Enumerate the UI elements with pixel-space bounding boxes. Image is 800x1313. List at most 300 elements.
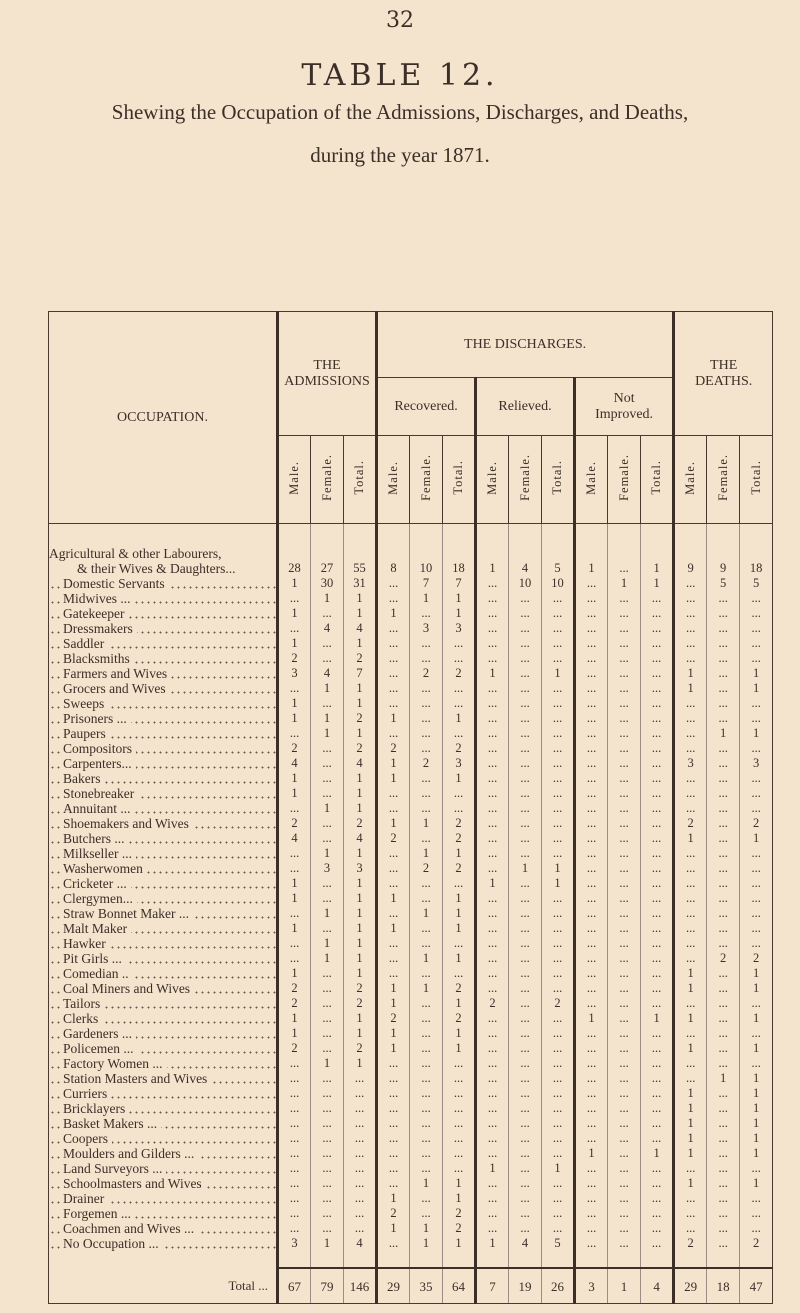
cell-value: 1 xyxy=(740,1071,773,1086)
cell-value: ... xyxy=(542,1116,575,1131)
cell-value: ... xyxy=(641,996,674,1011)
cell-value: ... xyxy=(674,891,707,906)
cell-value: ... xyxy=(740,636,773,651)
cell-value: ... xyxy=(575,876,608,891)
cell-value: ... xyxy=(410,831,443,846)
header-female-label: Female. xyxy=(616,454,631,501)
cell-value: 18 xyxy=(443,540,476,576)
cell-value: 1 xyxy=(311,726,344,741)
cell-value: ... xyxy=(575,1236,608,1251)
cell-value: ... xyxy=(377,1086,410,1101)
cell-value: 1 xyxy=(377,756,410,771)
cell-value: ... xyxy=(608,771,641,786)
cell-value: 30 xyxy=(311,576,344,591)
occupation-label-text: Forgemen ... xyxy=(63,1206,135,1221)
cell-value: ... xyxy=(476,1026,509,1041)
header-not-improved-line1: Not xyxy=(613,390,635,406)
cell-value: ... xyxy=(410,966,443,981)
cell-value: ... xyxy=(542,801,575,816)
cell-value: ... xyxy=(476,1101,509,1116)
header-female xyxy=(707,436,740,524)
header-total-label: Total. xyxy=(748,460,763,495)
cell-value: 1 xyxy=(443,1041,476,1056)
cell-value: ... xyxy=(641,636,674,651)
cell-value: ... xyxy=(377,651,410,666)
cell-value: 1 xyxy=(740,1116,773,1131)
occupation-label-text: Policemen ... xyxy=(63,1041,138,1056)
occupation-label-text: Curriers xyxy=(63,1086,111,1101)
header-admissions-label: ADMISSIONS xyxy=(284,373,370,389)
cell-value: 1 xyxy=(410,951,443,966)
cell-value: ... xyxy=(608,1146,641,1161)
cell-value: ... xyxy=(608,936,641,951)
header-male-label: Male. xyxy=(386,460,401,495)
cell-value: 1 xyxy=(443,906,476,921)
table-row xyxy=(49,966,773,981)
cell-value: 1 xyxy=(740,831,773,846)
cell-value: ... xyxy=(377,1056,410,1071)
occupation-label xyxy=(49,636,278,651)
cell-value: ... xyxy=(674,711,707,726)
cell-value: ... xyxy=(575,741,608,756)
occupation-label xyxy=(49,996,278,1011)
cell-value: 4 xyxy=(344,831,377,846)
cell-value: ... xyxy=(443,681,476,696)
cell-value: ... xyxy=(740,996,773,1011)
cell-value: 1 xyxy=(443,711,476,726)
cell-value: 1 xyxy=(278,786,311,801)
cell-value: ... xyxy=(674,636,707,651)
cell-value: ... xyxy=(608,921,641,936)
cell-value: ... xyxy=(542,1086,575,1101)
cell-value: 1 xyxy=(608,1268,641,1304)
cell-value: 1 xyxy=(740,1041,773,1056)
occupation-label-line2: & their Wives & Daughters... xyxy=(77,561,236,576)
cell-value: ... xyxy=(707,861,740,876)
cell-value: ... xyxy=(575,846,608,861)
cell-value: 1 xyxy=(377,921,410,936)
cell-value: ... xyxy=(608,966,641,981)
cell-value: ... xyxy=(575,1221,608,1236)
cell-value: ... xyxy=(575,906,608,921)
cell-value: ... xyxy=(509,1131,542,1146)
cell-value: 4 xyxy=(278,756,311,771)
table-row xyxy=(49,726,773,741)
spacer-cell xyxy=(278,1251,311,1268)
cell-value: ... xyxy=(641,786,674,801)
occupation-label-text: Sweeps xyxy=(63,696,108,711)
cell-value: ... xyxy=(377,636,410,651)
cell-value: ... xyxy=(707,1056,740,1071)
occupation-label xyxy=(49,1116,278,1131)
occupation-label-text: Moulders and Gilders ... xyxy=(63,1146,198,1161)
header-female-label: Female. xyxy=(517,454,532,501)
cell-value: ... xyxy=(674,906,707,921)
header-male xyxy=(476,436,509,524)
cell-value: ... xyxy=(575,696,608,711)
cell-value: 47 xyxy=(740,1268,773,1304)
spacer-cell xyxy=(707,1251,740,1268)
table-row xyxy=(49,1131,773,1146)
cell-value: ... xyxy=(476,1191,509,1206)
cell-value: 5 xyxy=(542,540,575,576)
cell-value: 4 xyxy=(344,621,377,636)
header-recovered: Recovered. xyxy=(377,378,476,436)
cell-value: ... xyxy=(311,606,344,621)
cell-value: ... xyxy=(575,1041,608,1056)
table-row xyxy=(49,1041,773,1056)
cell-value: ... xyxy=(377,801,410,816)
occupation-label-text: Midwives ... xyxy=(63,591,135,606)
cell-value: 2 xyxy=(740,1236,773,1251)
cell-value: ... xyxy=(542,816,575,831)
cell-value: ... xyxy=(443,1056,476,1071)
cell-value: ... xyxy=(344,1161,377,1176)
occupation-label-text: Tailors xyxy=(63,996,104,1011)
cell-value: ... xyxy=(476,816,509,831)
cell-value: ... xyxy=(410,1161,443,1176)
occupation-label xyxy=(49,831,278,846)
cell-value: ... xyxy=(344,1206,377,1221)
cell-value: ... xyxy=(641,1041,674,1056)
header-male-label: Male. xyxy=(485,460,500,495)
occupation-label xyxy=(49,1041,278,1056)
cell-value: 1 xyxy=(707,726,740,741)
cell-value: 1 xyxy=(344,951,377,966)
cell-value: ... xyxy=(575,981,608,996)
table-row xyxy=(49,1206,773,1221)
cell-value: ... xyxy=(476,1071,509,1086)
cell-value: ... xyxy=(344,1191,377,1206)
cell-value: ... xyxy=(410,786,443,801)
cell-value: ... xyxy=(509,1191,542,1206)
cell-value: ... xyxy=(641,1236,674,1251)
cell-value: ... xyxy=(608,636,641,651)
cell-value: ... xyxy=(608,1071,641,1086)
cell-value: 1 xyxy=(674,1146,707,1161)
cell-value: ... xyxy=(443,1101,476,1116)
cell-value: ... xyxy=(377,951,410,966)
cell-value: 2 xyxy=(344,651,377,666)
cell-value: 1 xyxy=(311,906,344,921)
cell-value: ... xyxy=(278,1161,311,1176)
occupation-label xyxy=(49,1236,278,1251)
cell-value: 1 xyxy=(344,1026,377,1041)
spacer-cell xyxy=(575,524,608,541)
cell-value: 7 xyxy=(476,1268,509,1304)
cell-value: ... xyxy=(443,936,476,951)
cell-value: ... xyxy=(509,651,542,666)
cell-value: 2 xyxy=(278,651,311,666)
cell-value: ... xyxy=(311,1071,344,1086)
cell-value: ... xyxy=(476,1146,509,1161)
cell-value: ... xyxy=(278,1101,311,1116)
cell-value: ... xyxy=(608,1116,641,1131)
cell-value: ... xyxy=(377,1131,410,1146)
cell-value: ... xyxy=(707,696,740,711)
cell-value: ... xyxy=(575,621,608,636)
cell-value: 29 xyxy=(377,1268,410,1304)
occupation-label xyxy=(49,906,278,921)
cell-value: ... xyxy=(542,831,575,846)
cell-value: 1 xyxy=(410,1221,443,1236)
header-deaths-the: THE xyxy=(710,357,738,373)
cell-value: ... xyxy=(476,621,509,636)
spacer-cell xyxy=(509,524,542,541)
cell-value: ... xyxy=(707,1086,740,1101)
cell-value: ... xyxy=(278,1221,311,1236)
header-not-improved-line2: Improved. xyxy=(595,406,654,422)
spacer-cell xyxy=(278,524,311,541)
table-row xyxy=(49,981,773,996)
cell-value: ... xyxy=(641,651,674,666)
occupation-label xyxy=(49,726,278,741)
cell-value: ... xyxy=(674,741,707,756)
spacer-cell xyxy=(740,1251,773,1268)
cell-value: ... xyxy=(740,1056,773,1071)
cell-value: ... xyxy=(641,771,674,786)
cell-value: ... xyxy=(740,921,773,936)
cell-value: 3 xyxy=(575,1268,608,1304)
cell-value: 1 xyxy=(410,846,443,861)
cell-value: ... xyxy=(641,1116,674,1131)
cell-value: ... xyxy=(344,1131,377,1146)
cell-value: ... xyxy=(311,1176,344,1191)
cell-value: ... xyxy=(608,1011,641,1026)
cell-value: 1 xyxy=(641,540,674,576)
header-admissions xyxy=(278,312,377,436)
cell-value: ... xyxy=(608,996,641,1011)
cell-value: 2 xyxy=(740,816,773,831)
occupation-label-text: Basket Makers ... xyxy=(63,1116,161,1131)
cell-value: ... xyxy=(674,936,707,951)
cell-value: 3 xyxy=(410,621,443,636)
cell-value: ... xyxy=(509,1041,542,1056)
table-row xyxy=(49,1056,773,1071)
cell-value: 2 xyxy=(278,816,311,831)
cell-value: ... xyxy=(608,606,641,621)
table-row xyxy=(49,996,773,1011)
cell-value: 1 xyxy=(278,636,311,651)
cell-value: ... xyxy=(311,1146,344,1161)
cell-value: ... xyxy=(443,651,476,666)
cell-value: 1 xyxy=(377,816,410,831)
cell-value: ... xyxy=(377,861,410,876)
cell-value: ... xyxy=(608,876,641,891)
header-male-label: Male. xyxy=(584,460,599,495)
cell-value: ... xyxy=(575,771,608,786)
cell-value: ... xyxy=(542,1026,575,1041)
header-total-label: Total. xyxy=(451,460,466,495)
cell-value: ... xyxy=(575,756,608,771)
cell-value: 1 xyxy=(278,921,311,936)
cell-value: ... xyxy=(575,861,608,876)
cell-value: ... xyxy=(608,1236,641,1251)
occupation-label xyxy=(49,846,278,861)
cell-value: 9 xyxy=(707,540,740,576)
cell-value: 2 xyxy=(542,996,575,1011)
cell-value: 79 xyxy=(311,1268,344,1304)
occupation-label xyxy=(49,1176,278,1191)
cell-value: 1 xyxy=(377,771,410,786)
occupation-label xyxy=(49,876,278,891)
occupation-label xyxy=(49,861,278,876)
table-row xyxy=(49,540,773,576)
cell-value: ... xyxy=(377,1161,410,1176)
cell-value: ... xyxy=(641,1176,674,1191)
cell-value: ... xyxy=(608,1101,641,1116)
table-row xyxy=(49,801,773,816)
cell-value: ... xyxy=(641,876,674,891)
cell-value: ... xyxy=(443,726,476,741)
table-row xyxy=(49,621,773,636)
table-row xyxy=(49,756,773,771)
cell-value: ... xyxy=(278,1116,311,1131)
cell-value: ... xyxy=(575,996,608,1011)
cell-value: 1 xyxy=(278,876,311,891)
cell-value: ... xyxy=(542,651,575,666)
table-row xyxy=(49,771,773,786)
cell-value: ... xyxy=(377,1071,410,1086)
cell-value: 2 xyxy=(377,831,410,846)
table-row xyxy=(49,1176,773,1191)
cell-value: 4 xyxy=(278,831,311,846)
cell-value: ... xyxy=(542,606,575,621)
cell-value: 2 xyxy=(377,1206,410,1221)
occupation-label xyxy=(49,1146,278,1161)
cell-value: 1 xyxy=(740,666,773,681)
cell-value: ... xyxy=(509,801,542,816)
cell-value: ... xyxy=(509,966,542,981)
cell-value: ... xyxy=(608,1056,641,1071)
cell-value: ... xyxy=(476,831,509,846)
header-female-label: Female. xyxy=(715,454,730,501)
cell-value: ... xyxy=(476,1086,509,1101)
cell-value: ... xyxy=(575,636,608,651)
cell-value: 5 xyxy=(542,1236,575,1251)
table-row xyxy=(49,951,773,966)
occupation-label-text: Annuitant ... xyxy=(63,801,135,816)
cell-value: ... xyxy=(509,831,542,846)
cell-value: 4 xyxy=(311,666,344,681)
page-number: 32 xyxy=(386,8,414,33)
cell-value: ... xyxy=(542,621,575,636)
cell-value: ... xyxy=(674,1191,707,1206)
cell-value: ... xyxy=(542,1191,575,1206)
cell-value: ... xyxy=(707,1176,740,1191)
cell-value: ... xyxy=(641,1056,674,1071)
header-total xyxy=(443,436,476,524)
cell-value: ... xyxy=(410,1086,443,1101)
cell-value: 2 xyxy=(740,951,773,966)
cell-value: 7 xyxy=(410,576,443,591)
spacer-cell xyxy=(674,524,707,541)
occupation-label xyxy=(49,1131,278,1146)
cell-value: 1 xyxy=(674,966,707,981)
cell-value: 1 xyxy=(311,951,344,966)
cell-value: 1 xyxy=(443,846,476,861)
cell-value: ... xyxy=(311,756,344,771)
spacer-cell xyxy=(707,524,740,541)
cell-value: ... xyxy=(476,921,509,936)
cell-value: 1 xyxy=(278,1026,311,1041)
occupation-label-text: Hawker xyxy=(63,936,110,951)
cell-value: ... xyxy=(311,741,344,756)
table-subtitle-year: during the year 1871. xyxy=(310,143,490,167)
cell-value: ... xyxy=(641,816,674,831)
cell-value: 1 xyxy=(674,1131,707,1146)
cell-value: ... xyxy=(410,1146,443,1161)
cell-value: ... xyxy=(707,981,740,996)
cell-value: 5 xyxy=(707,576,740,591)
cell-value: ... xyxy=(707,1161,740,1176)
cell-value: ... xyxy=(707,966,740,981)
table-row xyxy=(49,1071,773,1086)
cell-value: 1 xyxy=(344,636,377,651)
occupation-label xyxy=(49,576,278,591)
cell-value: ... xyxy=(575,951,608,966)
cell-value: ... xyxy=(377,1176,410,1191)
cell-value: 2 xyxy=(443,816,476,831)
header-female xyxy=(608,436,641,524)
cell-value: ... xyxy=(476,576,509,591)
cell-value: ... xyxy=(575,1191,608,1206)
table-row xyxy=(49,1101,773,1116)
cell-value: ... xyxy=(707,636,740,651)
cell-value: ... xyxy=(575,921,608,936)
cell-value: ... xyxy=(641,726,674,741)
table-row xyxy=(49,936,773,951)
cell-value: ... xyxy=(542,786,575,801)
cell-value: ... xyxy=(476,1056,509,1071)
cell-value: ... xyxy=(608,666,641,681)
cell-value: ... xyxy=(641,801,674,816)
cell-value: ... xyxy=(476,771,509,786)
cell-value: ... xyxy=(278,846,311,861)
cell-value: ... xyxy=(575,816,608,831)
header-total xyxy=(740,436,773,524)
occupation-label xyxy=(49,1191,278,1206)
cell-value: ... xyxy=(575,576,608,591)
cell-value: ... xyxy=(311,1131,344,1146)
cell-value: ... xyxy=(641,951,674,966)
cell-value: 1 xyxy=(740,1101,773,1116)
cell-value: ... xyxy=(575,801,608,816)
cell-value: ... xyxy=(575,1071,608,1086)
cell-value: ... xyxy=(740,621,773,636)
cell-value: ... xyxy=(641,606,674,621)
occupation-label xyxy=(49,966,278,981)
cell-value: ... xyxy=(575,1116,608,1131)
cell-value: ... xyxy=(740,846,773,861)
table-row xyxy=(49,1236,773,1251)
cell-value: ... xyxy=(608,540,641,576)
cell-value: ... xyxy=(410,891,443,906)
cell-value: 1 xyxy=(476,540,509,576)
cell-value: 1 xyxy=(311,846,344,861)
cell-value: 1 xyxy=(278,891,311,906)
cell-value: ... xyxy=(608,906,641,921)
cell-value: ... xyxy=(740,1026,773,1041)
cell-value: ... xyxy=(641,936,674,951)
cell-value: ... xyxy=(608,1086,641,1101)
cell-value: ... xyxy=(575,726,608,741)
spacer-cell xyxy=(49,524,278,541)
header-discharges: THE DISCHARGES. xyxy=(377,312,674,378)
spacer-cell xyxy=(443,524,476,541)
cell-value: ... xyxy=(740,711,773,726)
spacer-cell xyxy=(377,1251,410,1268)
